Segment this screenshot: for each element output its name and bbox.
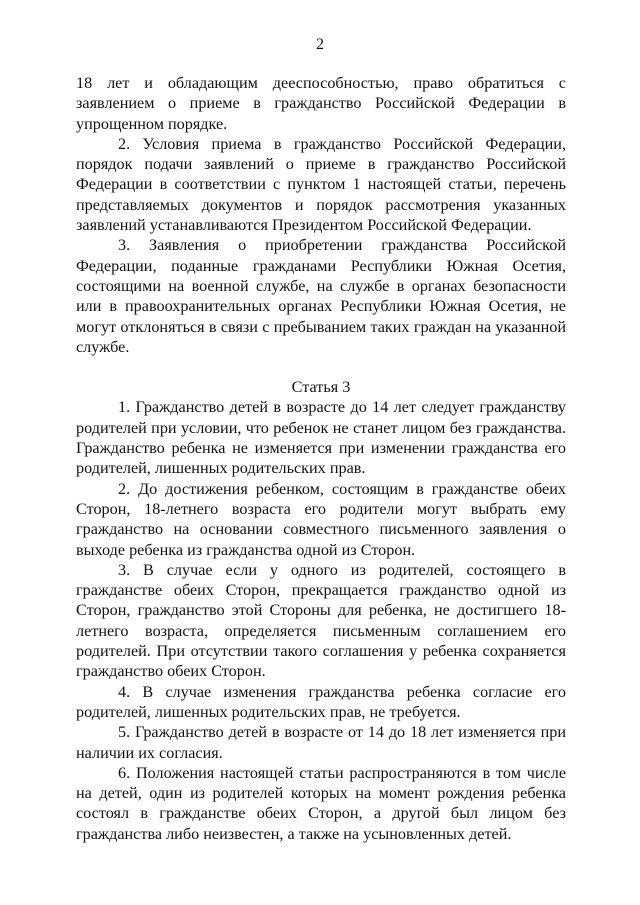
paragraph-continuation: 18 лет и обладающим дееспособностью, право обратиться с заявлением о приеме в гражданство Российской Федерации в упрощенном порядке. (76, 74, 566, 133)
page-number: 2 (316, 36, 324, 53)
paragraph-article3-item6: 6. Положения настоящей статьи распространяются в том числе на детей, один из родителей которых на момент рождения ребенка состоял в гражданстве обеих Сторон, а другой был лицом без гражданства либо неизвестен, а также на усыновленных детей. (76, 763, 566, 843)
paragraph-article2-item3: 3. Заявления о приобретении гражданства Российской Федерации, поданные гражданами Республики Южная Осетия, состоящими на военной службе, на службе в органах безопасности или в правоохранительных органах Республики Южная Осетия, не могут отклоняться в связи с пребыванием таких граждан на указанной службе. (76, 236, 566, 356)
article-heading: Статья 3 (291, 378, 351, 397)
paragraph-article3-item5: 5. Гражданство детей в возрасте от 14 до 18 лет изменяется при наличии их согласия. (76, 723, 566, 762)
paragraph-article3-item2: 2. До достижения ребенком, состоящим в гражданстве обеих Сторон, 18-летнего возраста его родители могут выбрать ему гражданство на основании совместного письменного заявления о выходе ребенка из гражданства одной из Сторон. (76, 479, 566, 559)
paragraph-article2-item2: 2. Условия приема в гражданство Российской Федерации, порядок подачи заявлений о приеме в гражданство Российской Федерации в соответствии с пунктом 1 настоящей статьи, перечень представляемых документов и порядок рассмотрения указанных заявлений устанавливаются Президентом Российской Федерации. (76, 134, 566, 235)
paragraph-article3-item3: 3. В случае если у одного из родителей, состоящего в гражданстве обеих Сторон, прекращается гражданство одной из Сторон, гражданство этой Стороны для ребенка, не достигшего 18-летнего возраста, определяется письменным соглашением его родителей. При отсутствии такого соглашения у ребенка сохраняется гражданство обеих Сторон. (76, 560, 566, 681)
document-body (76, 73, 566, 844)
paragraph-article3-item1: 1. Гражданство детей в возрасте до 14 лет следует гражданству родителей при условии, что ребенок не станет лицом без гражданства. Гражданство ребенка не изменяется при изменении гражданства его родителей, лишенных родительских прав. (76, 398, 566, 478)
paragraph-article3-item4: 4. В случае изменения гражданства ребенка согласие его родителей, лишенных родительских прав, не требуется. (76, 682, 566, 721)
